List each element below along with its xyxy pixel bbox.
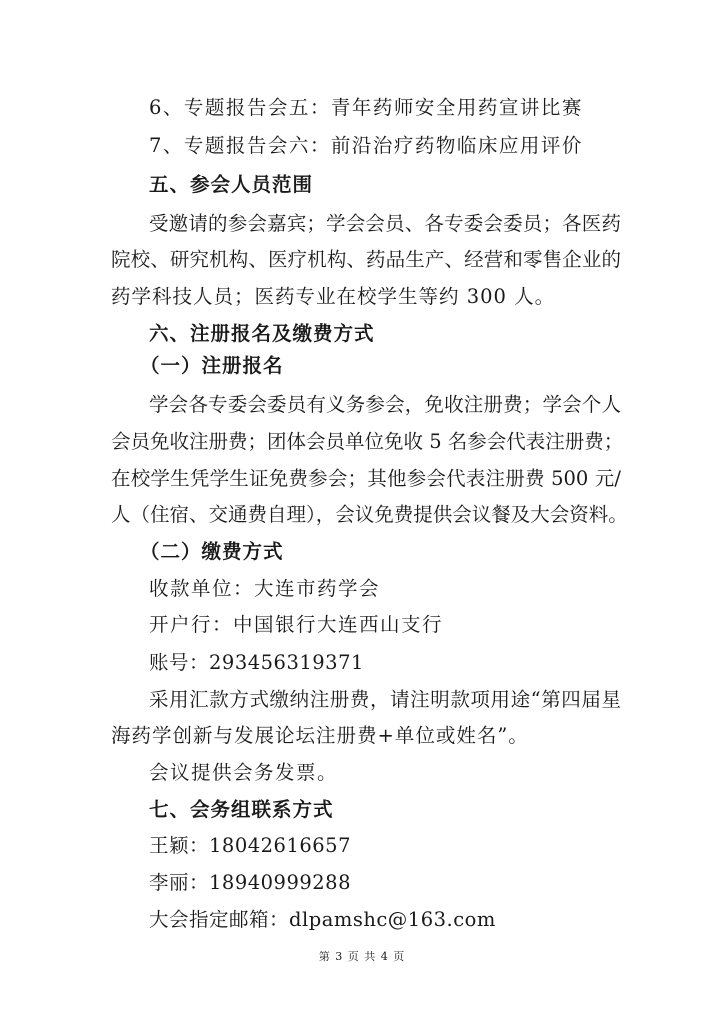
section-5-title: 五、参会人员范围	[149, 173, 314, 196]
payee: 收款单位：大连市药学会	[149, 577, 381, 600]
registration-paragraph-line: 学会各专委会委员有义务参会，免收注册费；学会个人	[149, 393, 621, 416]
section-6-sub1-title: （一）注册报名	[140, 354, 284, 377]
payment-note-line: 海药学创新与发展论坛注册费+单位或姓名”。	[111, 724, 529, 747]
payment-note-line: 采用汇款方式缴纳注册费，请注明款项用途“第四届星	[149, 688, 621, 711]
section-5-paragraph-line: 院校、研究机构、医疗机构、药品生产、经营和零售企业的	[111, 248, 621, 271]
bank: 开户行：中国银行大连西山支行	[149, 613, 444, 636]
registration-paragraph-line: 会员免收注册费；团体会员单位免收 5 名参会代表注册费；	[111, 430, 624, 453]
contact-wang-ying: 王颖：18042616657	[149, 834, 351, 857]
agenda-item-6: 6、专题报告会五：青年药师安全用药宣讲比赛	[149, 96, 583, 119]
registration-paragraph-line: 人（住宿、交通费自理），会议免费提供会议餐及大会资料。	[111, 503, 628, 526]
registration-paragraph-line: 在校学生凭学生证免费参会；其他参会代表注册费 500 元/	[111, 467, 621, 490]
invoice-note: 会议提供会务发票。	[149, 761, 339, 784]
section-5-paragraph-line: 药学科技人员；医药专业在校学生等约 300 人。	[111, 285, 556, 308]
conference-email: 大会指定邮箱：dlpamshc@163.com	[149, 908, 496, 931]
account-number: 账号：293456319371	[149, 651, 364, 674]
section-7-title: 七、会务组联系方式	[149, 798, 334, 821]
section-5-paragraph-line: 受邀请的参会嘉宾；学会会员、各专委会委员；各医药	[149, 212, 621, 235]
page-number-footer: 第 3 页 共 4 页	[318, 950, 406, 963]
section-6-title: 六、注册报名及缴费方式	[149, 322, 375, 345]
agenda-item-7: 7、专题报告会六：前沿治疗药物临床应用评价	[149, 134, 583, 157]
section-6-sub2-title: （二）缴费方式	[140, 540, 284, 563]
contact-li-li: 李丽：18940999288	[149, 871, 351, 894]
